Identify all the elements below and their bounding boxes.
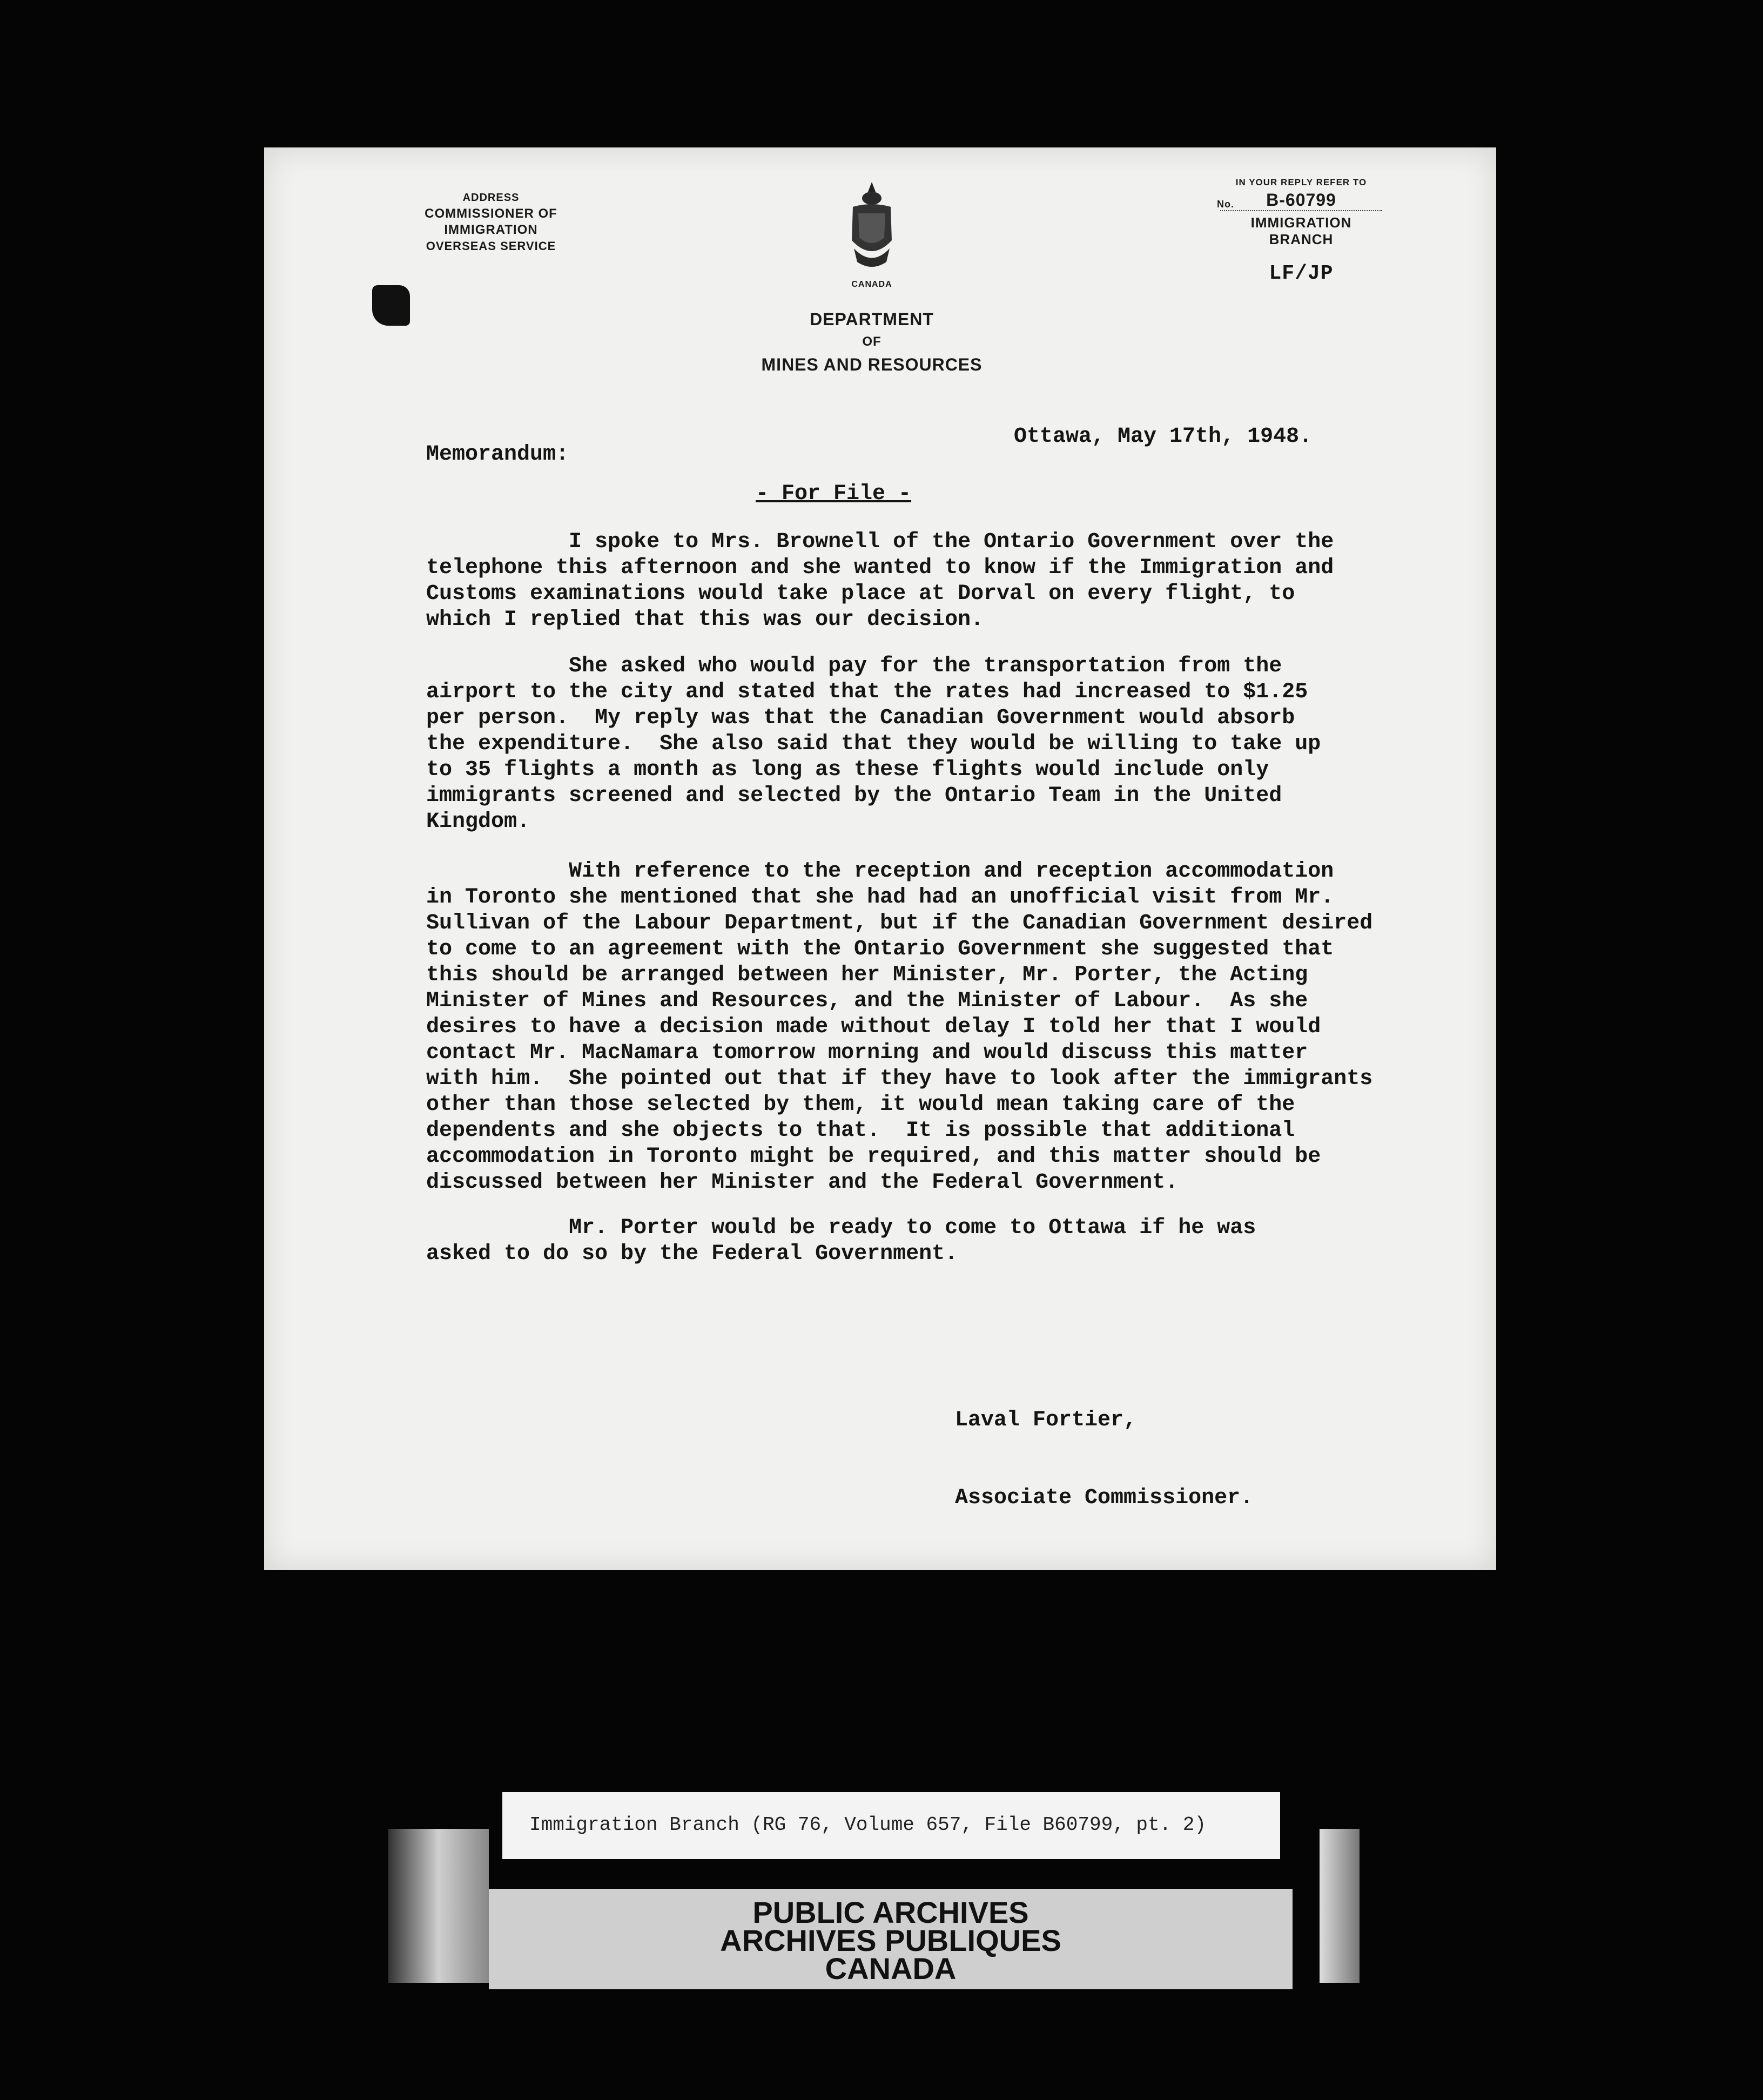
address-block xyxy=(394,190,588,254)
branch-line: IMMIGRATION xyxy=(1250,214,1352,231)
signature-title: Associate Commissioner. xyxy=(955,1486,1254,1510)
paragraph xyxy=(426,1215,1256,1267)
paragraph-line: accommodation in Toronto might be required, and this matter should be xyxy=(426,1145,1321,1169)
paragraph-line: which I replied that this was our decision. xyxy=(426,608,984,632)
department-line: MINES AND RESOURCES xyxy=(761,355,983,374)
paragraph-line: asked to do so by the Federal Government. xyxy=(426,1242,958,1266)
typist-initials: LF/JP xyxy=(1269,262,1334,285)
signature-block xyxy=(955,1356,1253,1563)
paragraph-line: With reference to the reception and reception accommodation xyxy=(426,859,1334,884)
paragraph-line: this should be arranged between her Minister, Mr. Porter, the Acting xyxy=(426,963,1308,987)
paragraph-line: to 35 flights a month as long as these flights would include only xyxy=(426,758,1269,782)
paragraph-line: telephone this afternoon and she wanted to know if the Immigration and xyxy=(426,556,1334,580)
archive-reference-label xyxy=(502,1792,1280,1859)
paragraph-line: Mr. Porter would be ready to come to Ottawa if he was xyxy=(426,1216,1256,1240)
paragraph-line: Customs examinations would take place at Dorval on every flight, to xyxy=(426,582,1295,606)
memo-subject: - For File - xyxy=(756,482,912,506)
paragraph-line: I spoke to Mrs. Brownell of the Ontario Government over the xyxy=(426,530,1334,554)
branch-line: BRANCH xyxy=(1269,231,1334,247)
paragraph-line: to come to an agreement with the Ontario Government she suggested that xyxy=(426,937,1334,961)
place-date: Ottawa, May 17th, 1948. xyxy=(1014,425,1313,449)
signature-name: Laval Fortier, xyxy=(955,1408,1137,1432)
paragraph-line: Sullivan of the Labour Department, but if the Canadian Government desired xyxy=(426,911,1373,935)
paragraph-line: She asked who would pay for the transportation from the xyxy=(426,654,1282,678)
stamp-line: CANADA xyxy=(825,1951,957,1985)
crest-caption: CANADA xyxy=(851,280,892,289)
department-line: DEPARTMENT xyxy=(810,309,934,329)
paragraph-line: Minister of Mines and Resources, and the Minister of Labour. As she xyxy=(426,989,1308,1013)
paragraph-line: per person. My reply was that the Canadian Government would absorb xyxy=(426,706,1295,730)
reply-label: IN YOUR REPLY REFER TO xyxy=(1235,177,1367,187)
file-number-prefix: No. xyxy=(1217,199,1234,210)
file-number-value: B-60799 xyxy=(1266,190,1336,210)
paragraph-line: discussed between her Minister and the Federal Government. xyxy=(426,1170,1179,1195)
paragraph-line: Kingdom. xyxy=(426,810,530,834)
memo-page xyxy=(264,147,1496,1570)
department-line: OF xyxy=(862,334,882,349)
stamp-line: ARCHIVES PUBLIQUES xyxy=(720,1923,1061,1957)
stamp-line: PUBLIC ARCHIVES xyxy=(752,1895,1029,1929)
paragraph-line: dependents and she objects to that. It is possible that additional xyxy=(426,1119,1295,1143)
archive-stamp xyxy=(489,1889,1293,1989)
paragraph-line: in Toronto she mentioned that she had had an unofficial visit from Mr. xyxy=(426,885,1334,910)
department-name xyxy=(750,308,993,376)
address-label: ADDRESS xyxy=(462,192,520,204)
paragraph-line: airport to the city and stated that the rates had increased to $1.25 xyxy=(426,680,1308,704)
paragraph-line: contact Mr. MacNamara tomorrow morning and would discuss this matter xyxy=(426,1041,1308,1065)
paragraph xyxy=(426,654,1321,835)
mount-tab-right xyxy=(1320,1829,1360,1983)
file-number xyxy=(1217,190,1382,211)
memo-heading: Memorandum: xyxy=(426,442,569,467)
paragraph-line: desires to have a decision made without delay I told her that I would xyxy=(426,1015,1321,1039)
archive-reference-text: Immigration Branch (RG 76, Volume 657, File B60799, pt. 2) xyxy=(529,1814,1207,1836)
address-line: COMMISSIONER OF IMMIGRATION xyxy=(425,206,557,237)
ink-blot xyxy=(372,285,410,326)
paragraph-line: immigrants screened and selected by the Ontario Team in the United xyxy=(426,784,1282,808)
reply-reference-block xyxy=(1193,177,1409,287)
paragraph xyxy=(426,859,1372,1196)
mount-tab-left xyxy=(388,1829,489,1983)
paragraph-line: the expenditure. She also said that they would be willing to take up xyxy=(426,732,1321,756)
paragraph-line: with him. She pointed out that if they have to look after the immigrants xyxy=(426,1067,1373,1091)
address-line: OVERSEAS SERVICE xyxy=(426,239,556,253)
canada-coat-of-arms-icon xyxy=(842,181,901,273)
paragraph xyxy=(426,529,1334,633)
paragraph-line: other than those selected by them, it would mean taking care of the xyxy=(426,1093,1295,1117)
